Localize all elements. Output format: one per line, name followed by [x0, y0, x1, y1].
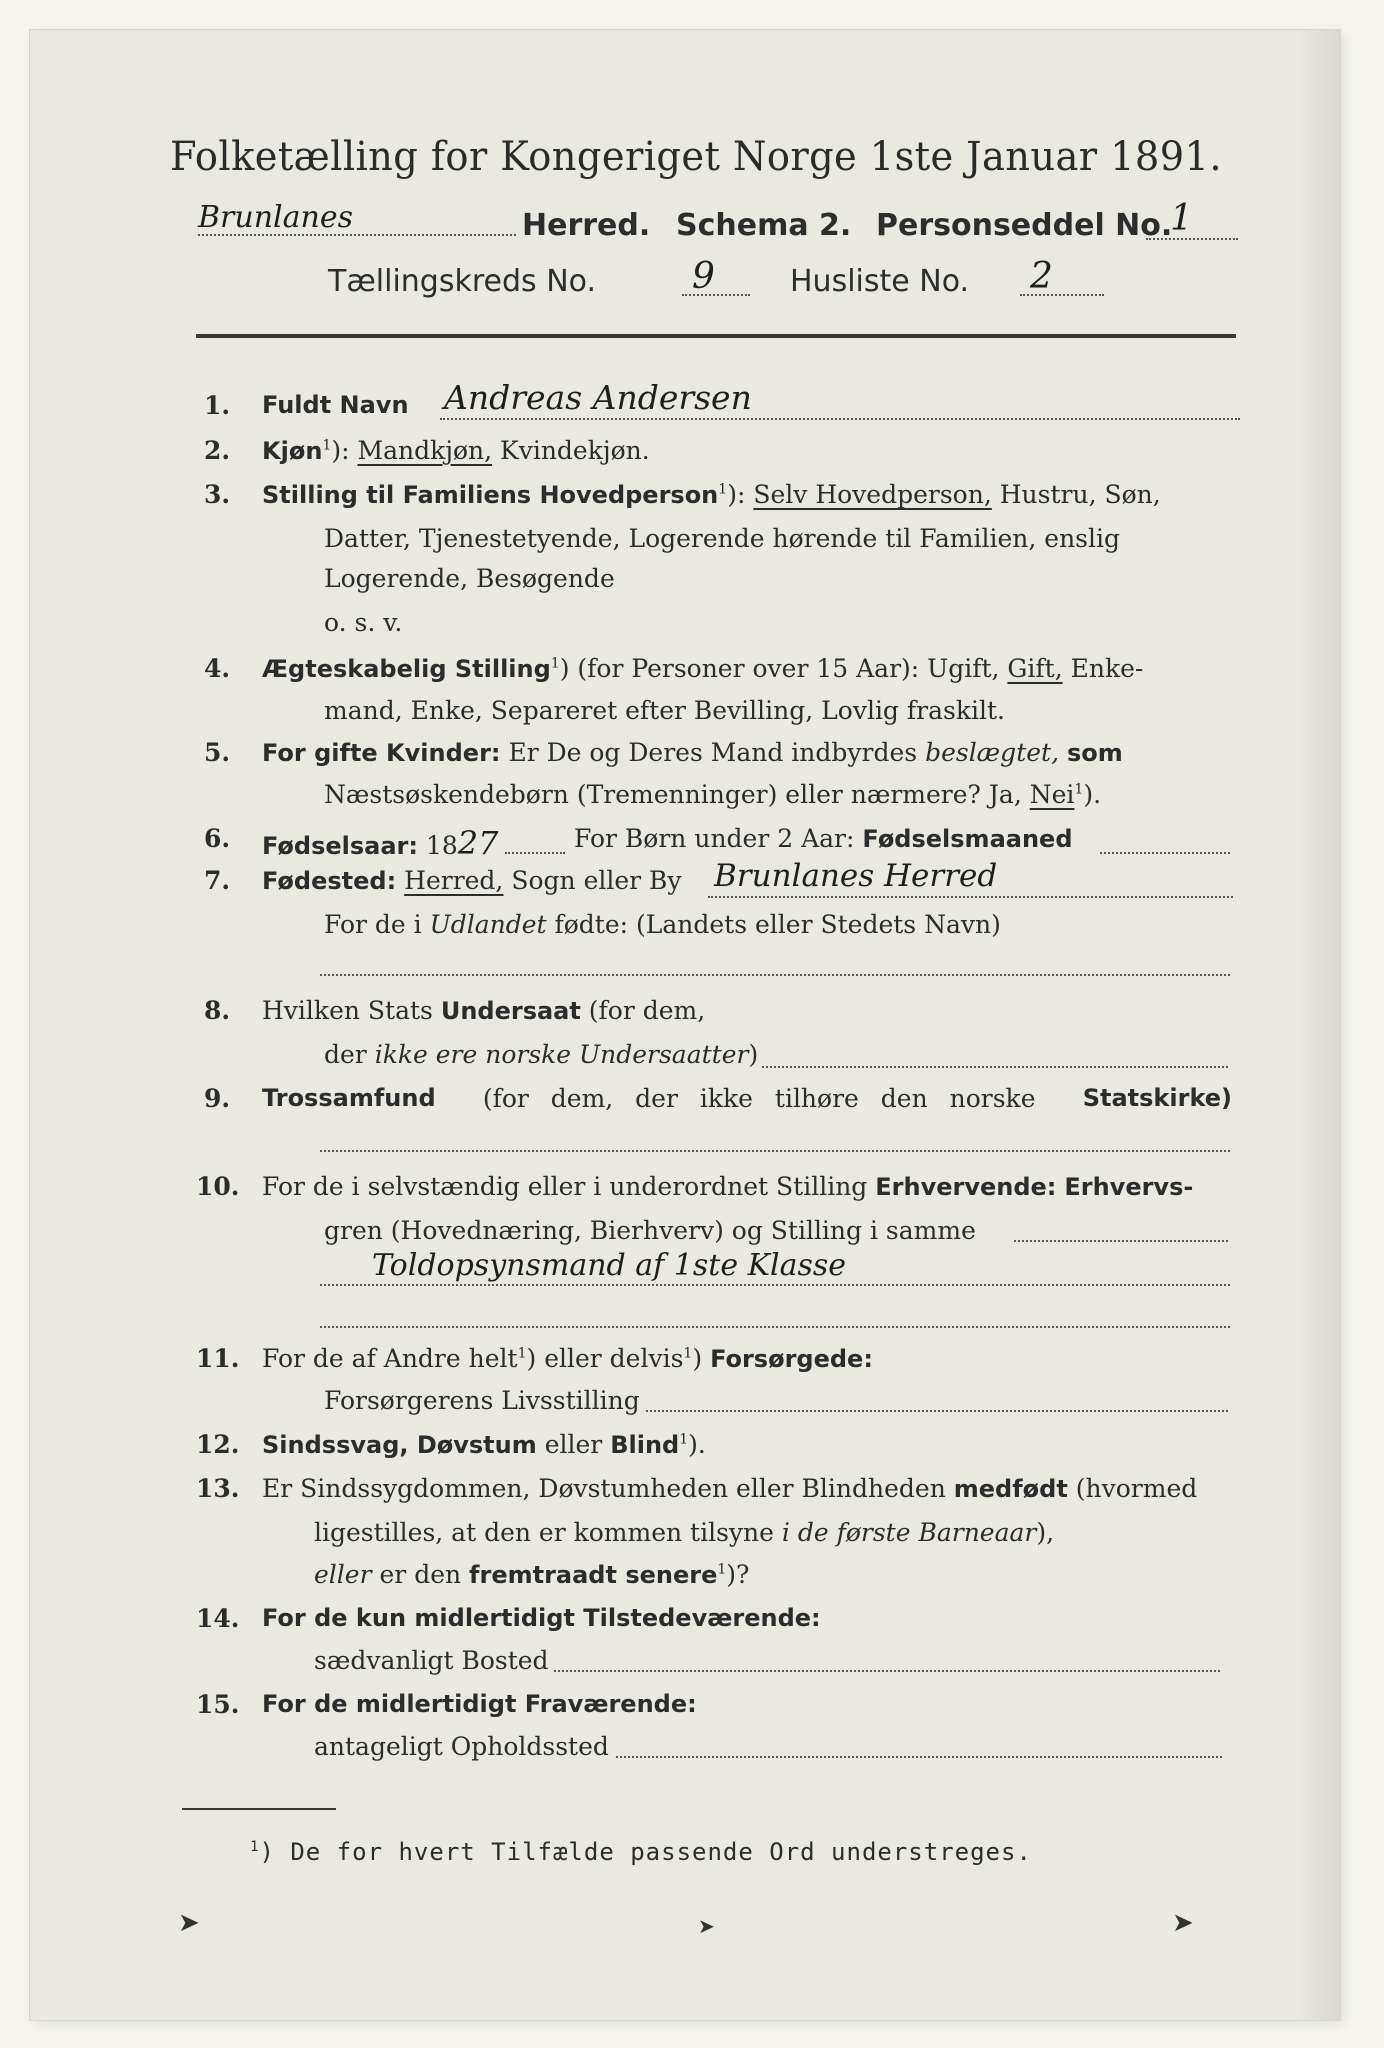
congenital-line3-a: er den	[379, 1560, 462, 1589]
full-name-label: Fuldt Navn	[262, 391, 409, 419]
husliste-dots	[1020, 294, 1104, 296]
congenital-line2	[314, 1518, 1054, 1547]
birthplace-selected: Herred,	[404, 866, 504, 895]
supported-line2: Forsørgerens Livsstilling	[324, 1386, 640, 1415]
item-number: 11.	[196, 1344, 240, 1373]
birthplace-value: Brunlanes Herred	[714, 858, 998, 894]
abroad-text-a: For de i	[324, 910, 422, 939]
occupation-dots-2	[320, 1326, 1230, 1328]
marital-status-rest: Enke-	[1070, 654, 1144, 683]
congenital-line3-end: )?	[726, 1560, 750, 1589]
religion-label: Trossamfund	[262, 1084, 436, 1112]
header-divider	[196, 334, 1236, 338]
religion-end: Statskirke)	[1082, 1084, 1232, 1112]
family-position-rest: Hustru, Søn,	[999, 480, 1161, 509]
sex-colon: ):	[331, 436, 350, 465]
personseddel-dots	[1146, 238, 1238, 240]
sex-option-male-selected: Mandkjøn,	[357, 436, 493, 465]
herred-label: Herred.	[522, 208, 651, 243]
congenital-line2-b: ),	[1036, 1518, 1055, 1547]
infant-line	[574, 824, 1073, 853]
occupation-text-c: Erhvervs-	[1064, 1173, 1194, 1201]
birthplace-label: Fødested:	[262, 867, 397, 895]
married-women-line2-text: Næstsøskendebørn (Tremenninger) eller nærmere? Ja,	[324, 780, 1022, 809]
occupation-line2-dots	[1014, 1240, 1228, 1242]
footnote-ref: 1	[717, 1561, 727, 1578]
marital-status-selected: Gift,	[1007, 654, 1063, 683]
sex-label: Kjøn	[262, 437, 323, 465]
kreds-dots	[682, 294, 750, 296]
personseddel-label: Personseddel No.	[876, 208, 1173, 243]
married-women-question: Er De og Deres Mand indbyrdes	[508, 738, 918, 767]
item-number: 3.	[204, 480, 231, 509]
congenital-line1	[262, 1474, 1197, 1503]
married-women-related: beslægtet,	[925, 738, 1060, 767]
birth-year-prefix: 18	[425, 831, 458, 860]
supported-dots	[646, 1410, 1228, 1412]
full-name-dots	[440, 418, 1240, 420]
congenital-label: medfødt	[953, 1475, 1068, 1503]
item-number: 4.	[204, 654, 231, 683]
husliste-label: Husliste No.	[790, 264, 970, 299]
married-women-line1	[262, 738, 1123, 767]
item-number: 7.	[204, 866, 231, 895]
family-position-label: Stilling til Familiens Hovedperson	[262, 481, 719, 509]
occupation-value: Toldopsynsmand af 1ste Klasse	[372, 1248, 847, 1283]
family-position-line3: Logerende, Besøgende	[324, 564, 615, 593]
nationality-line1	[262, 996, 705, 1025]
usual-residence-label: sædvanligt Bosted	[314, 1646, 549, 1675]
nationality-italic: ikke ere norske Undersaatter	[374, 1040, 749, 1069]
form-title: Folketælling for Kongeriget Norge 1ste Januar 1891.	[170, 134, 1222, 180]
family-position-line2: Datter, Tjenestetyende, Logerende hørende til Familien, enslig	[324, 524, 1121, 553]
occupation-line2: gren (Hovednæring, Bierhverv) og Stilling i samme	[324, 1216, 976, 1245]
item-number: 10.	[196, 1172, 240, 1201]
temporary-present-label: For de kun midlertidigt Tilstedeværende:	[262, 1604, 821, 1632]
temporary-absent-label: For de midlertidigt Fraværende:	[262, 1690, 697, 1718]
disability-eller: eller	[544, 1430, 603, 1459]
footnote-ref: 1	[517, 1345, 527, 1362]
marital-status-text: ) (for Personer over 15 Aar): Ugift,	[559, 654, 1000, 683]
arrow-mark-icon: ➤	[698, 1914, 715, 1938]
disability-label-a: Sindssvag, Døvstum	[262, 1431, 537, 1459]
disability-end: ).	[688, 1430, 706, 1459]
family-position-line1	[262, 480, 1161, 509]
supported-line1	[262, 1344, 873, 1373]
married-women-label: For gifte Kvinder:	[262, 739, 501, 767]
birth-year-value: 27	[457, 824, 499, 862]
husliste-value: 2	[1030, 256, 1053, 297]
congenital-line3-eller: eller	[314, 1560, 372, 1589]
item-number: 12.	[196, 1430, 240, 1459]
item-number: 13.	[196, 1474, 240, 1503]
nationality-der: der	[324, 1040, 367, 1069]
family-position-selected: Selv Hovedperson,	[753, 480, 992, 509]
religion-text: (for dem, der ikke tilhøre den norske	[482, 1084, 1036, 1113]
family-position-colon: ):	[727, 480, 746, 509]
schema-label: Schema 2.	[676, 208, 852, 243]
abroad-text-b: fødte: (Landets eller Stedets Navn)	[554, 910, 1001, 939]
nationality-dots	[762, 1066, 1228, 1068]
arrow-mark-icon: ➤	[178, 1908, 200, 1938]
nationality-line2	[324, 1040, 758, 1069]
footnote-ref: 1	[322, 437, 332, 454]
occupation-label: Erhvervende:	[875, 1173, 1057, 1201]
footnote-ref: 1	[550, 655, 560, 672]
abroad-text-it: Udlandet	[429, 910, 547, 939]
married-women-line2	[324, 780, 1101, 809]
disability-label-b: Blind	[610, 1431, 680, 1459]
occupation-dots	[320, 1284, 1230, 1286]
congenital-line2-a: ligestilles, at den er kommen tilsyne	[314, 1518, 774, 1547]
infant-text: For Børn under 2 Aar:	[574, 824, 855, 853]
item-number: 6.	[204, 824, 231, 853]
item-number: 2.	[204, 436, 231, 465]
married-women-end: ).	[1083, 780, 1102, 809]
abroad-dots	[320, 974, 1230, 976]
nationality-close: )	[748, 1040, 759, 1069]
supported-text-b: ) eller delvis	[526, 1344, 684, 1373]
footnote-ref: 1	[1074, 781, 1084, 798]
item-number: 9.	[204, 1084, 231, 1113]
congenital-line3-label: fremtraadt senere	[469, 1561, 718, 1589]
birth-year-line	[262, 824, 498, 862]
footnote-ref: 1	[683, 1345, 693, 1362]
footnote-ref: 1	[679, 1431, 689, 1448]
kreds-value: 9	[692, 256, 715, 297]
nationality-text-a: Hvilken Stats	[262, 996, 433, 1025]
nationality-text-c: (for dem,	[588, 996, 706, 1025]
usual-residence-dots	[554, 1670, 1220, 1672]
religion-line	[262, 1084, 1232, 1113]
disability-line	[262, 1430, 706, 1459]
birthplace-line1	[262, 866, 682, 895]
item-number: 15.	[196, 1690, 240, 1719]
nationality-label: Undersaat	[440, 997, 581, 1025]
birthplace-options: Sogn eller By	[511, 866, 682, 895]
marital-status-line1	[262, 654, 1143, 683]
sex-option-female: Kvindekjøn.	[500, 436, 650, 465]
birth-year-label: Fødselsaar:	[262, 832, 418, 860]
supported-text-c: )	[692, 1344, 703, 1373]
footnote-mark: 1	[250, 1839, 260, 1855]
marital-status-label: Ægteskabelig Stilling	[262, 655, 551, 683]
congenital-text-c: (hvormed	[1075, 1474, 1198, 1503]
kreds-label: Tællingskreds No.	[328, 264, 596, 299]
probable-stay-dots	[616, 1756, 1222, 1758]
footnote-divider	[182, 1808, 336, 1810]
item-number: 8.	[204, 996, 231, 1025]
married-women-selected: Nei	[1029, 780, 1075, 809]
congenital-line2-it: i de første Barneaar	[781, 1518, 1037, 1547]
married-women-som: som	[1066, 739, 1123, 767]
supported-label: Forsørgede:	[710, 1345, 873, 1373]
supported-text-a: For de af Andre helt	[262, 1344, 518, 1373]
birth-year-dots	[505, 852, 565, 854]
arrow-mark-icon: ➤	[1172, 1908, 1194, 1938]
sex-line	[262, 436, 650, 465]
page-edge-shadow	[1296, 30, 1340, 2020]
birth-month-label: Fødselsmaaned	[862, 825, 1073, 853]
birth-month-dots	[1100, 852, 1230, 854]
congenital-text-a: Er Sindssygdommen, Døvstumheden eller Blindheden	[262, 1474, 946, 1503]
item-number: 5.	[204, 738, 231, 767]
item-number: 1.	[204, 391, 231, 420]
personseddel-value: 1	[1170, 198, 1193, 239]
occupation-text-a: For de i selvstændig eller i underordnet Stilling	[262, 1172, 868, 1201]
herred-dots	[198, 234, 516, 236]
item-number: 14.	[196, 1604, 240, 1633]
full-name-value: Andreas Andersen	[444, 378, 752, 417]
family-position-line4: o. s. v.	[324, 608, 403, 637]
footnote-text: ) De for hvert Tilfælde passende Ord understreges.	[259, 1838, 1032, 1866]
footnote	[250, 1838, 1032, 1866]
footnote-ref: 1	[718, 481, 728, 498]
congenital-line3	[314, 1560, 749, 1589]
birthplace-line2	[324, 910, 1001, 939]
herred-handwritten: Brunlanes	[198, 200, 353, 235]
religion-dots	[320, 1150, 1230, 1152]
marital-status-line2: mand, Enke, Separeret efter Bevilling, Lovlig fraskilt.	[324, 696, 1005, 725]
occupation-line1	[262, 1172, 1193, 1201]
birthplace-dots	[708, 896, 1233, 898]
census-form-page	[30, 30, 1340, 2020]
probable-stay-label: antageligt Opholdssted	[314, 1732, 609, 1761]
